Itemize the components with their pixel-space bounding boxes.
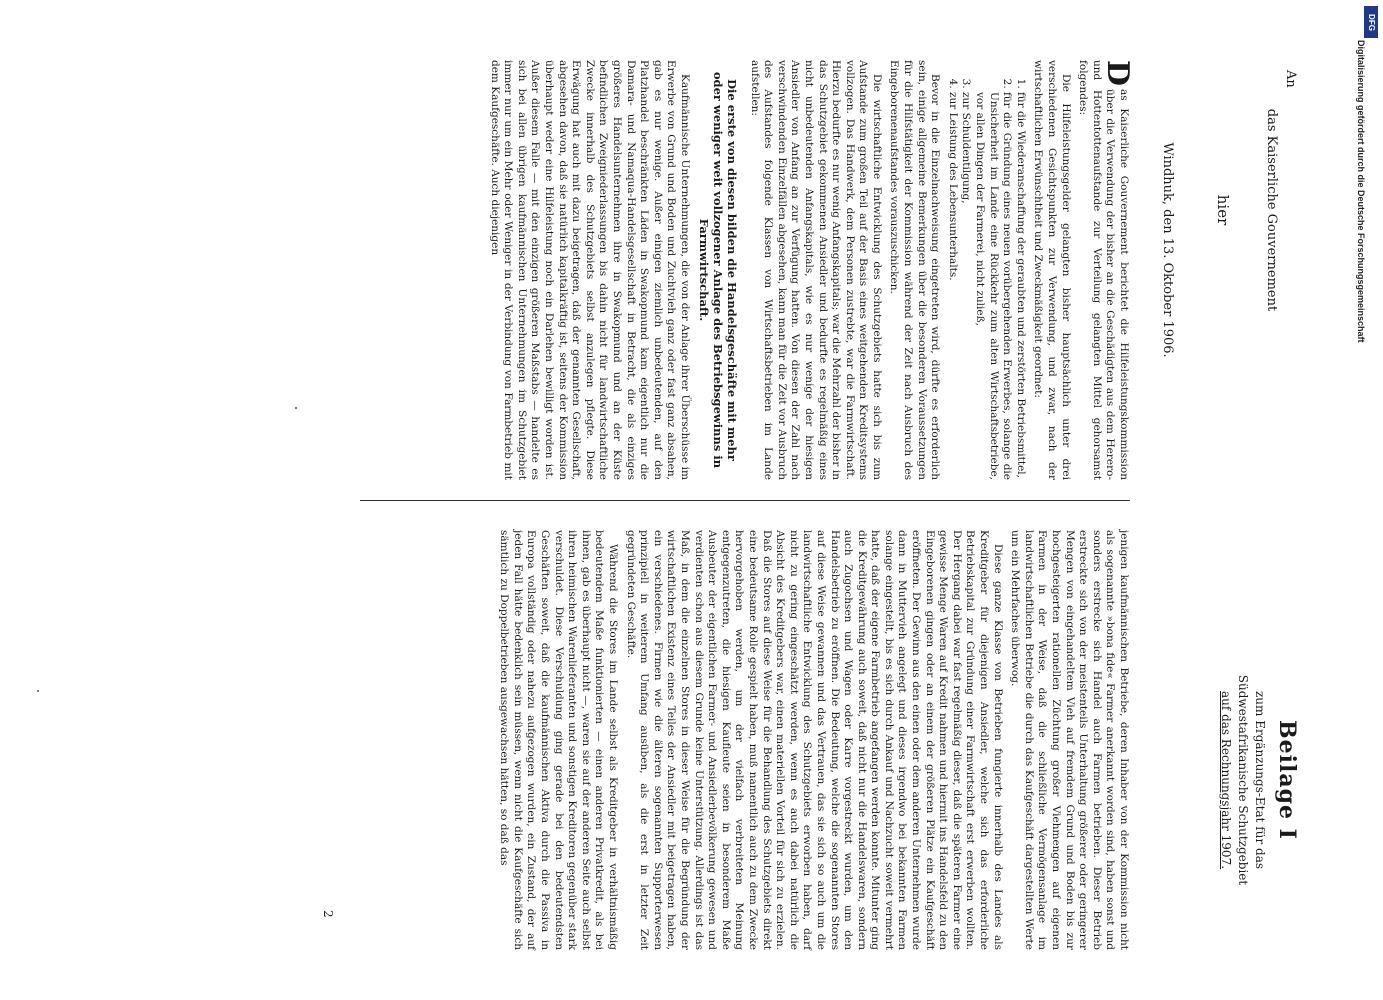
initial-letter: D [1100, 60, 1135, 87]
address-recipient: das Kaiserliche Gouvernement [1264, 108, 1279, 312]
subtitle-line-1: zum Ergänzungs-Etat für das [1253, 690, 1267, 870]
right-column [493, 530, 1130, 950]
subtitle-line-2: Südwestafrikanische Schutzgebiet [1236, 674, 1250, 886]
paragraph: Diese ganze Klasse von Betrieben fungierte innerhalb des Landes als Kreditgeber für diejenigen Ansiedler, welche sich das erforderliche Betriebskapital zur Gründung einer Farmwirtschaft erst erwerben wollten. Der Hergang dabei war fast regelmäßig dieser, daß die späteren Farmer eine gewisse Menge Waren auf Kredit nahmen und hiermit ins Handelsfeld zu den Eingeborenen gingen oder an einem der größeren Plätze ein Kaufgeschäft eröffneten. Der Gewinn aus den einen oder dem anderen Unternehmen wurde dann in Muttervieh angelegt und dieses irgendwo bei bekannten Farmen solange eingestellt, bis es sich durch Ankauf und Nachzucht soweit vermehrt hatte, daß der eigene Farmbetrieb angefangen werden konnte. Mitunter ging die Kreditgewährung auch soweit, daß nicht nur die Handelswaren, sondern auch Zugochsen und Wagen oder Karre vorgestreckt wurden, um den Handelsbetrieb zu eröffnen. Die Bedeutung, welche die sogenannten Stores auf diese Weise gewannen und das Vertrauen, das sie sich so auch um die landwirtschaftliche Entwicklung des Schutzgebiets erworben haben, darf nicht zu gering eingeschätzt werden, wenn es auch dabei natürlich die Absicht des Kreditgebers war, einen materiellen Vorteil für sich zu erzielen. Daß die Stores auf diese Weise für die Behandlung des Schutzgebiets direkt eine bedeutsame Rolle gespielt haben, muß namentlich auch zu dem Zwecke hervorgehoben werden, um der vielfach verbreiteten Meinung entgegenzutreten, die hiesigen Kaufleute seien in besonderem Maße Ausbeuter der eigentlichen Farmer- und Ansiedlerbevölkerung gewesen und verdienten schon aus diesem Grunde keine Unterstützung. Allerdings ist das Maß, in dem die einzelnen Stores in dieser Weise für die Begründung der wirtschaftlichen Existenz eines Teiles der Ansiedler mit beigetragen haben, ein verschiedenes. Firmen wie die älteren sogenannten Supporterwesen prinzipiell in weiterem Umfang ausüben, als die erst in letzter Zeit gegründeten Geschäfte. [624, 530, 1004, 950]
dfg-logo [1364, 6, 1378, 38]
heading-block [1217, 620, 1300, 940]
list-item: 4. zur Leistung des Lebensunterhalts. [945, 92, 959, 480]
address-an: An [1283, 70, 1298, 88]
digitization-credit [1356, 40, 1373, 343]
address-hier: hier [1214, 194, 1232, 226]
paragraph: Kaufmännische Unternehmungen, die von der Anlage ihrer Überschüsse im Erwerbe von Grund und Boden und Zuchtvieh ganz oder fast ganz absahen, gab es nur wenige. Außer einigen ziemlich unbedeutenden, auf den Platzhandel beschränkten Läden in Swakopmund kam eigentlich nur die Damara- und Namaqua-Handelsgesellschaft in Betracht, die als einziges größeres Handelsunternehmen ihre in Swakopmund und an der Küste befindlichen Zweigniederlassungen bis dahin nicht für landwirtschaftliche Zwecke innerhalb des Schutzgebiets selbst anzulegen pflegte. Diese Erwägung hat auch mit dazu beigetragen, daß der genannten Gesellschaft, abgesehen davon, daß sie natürlich kapitalkräftig ist, seitens der Kommission überhaupt weder eine Hilfeleistung noch ein Darlehen bewilligt worden ist. Außer diesem Falle — mit den einzigen größeren Maßstabs — handelte es sich bei allen übrigen kaufmännischen Unternehmungen im Schutzgebiet immer nur um ein Mehr oder Weniger in der Verbindung von Farmbetrieb mit dem Kaufgeschäfte. Auch diejenigen [488, 60, 691, 480]
list-item: 1. für die Wiederanschaffung der geraubten und zerstörten Betriebsmittel, [1013, 92, 1027, 480]
section-heading: Die erste von diesen bilden die Handelsgeschäfte mit mehr oder weniger weit vollzogener Anlage des Betriebsgewinns in Farmwirtschaft. [696, 71, 739, 469]
paragraph: Die wirtschaftliche Entwicklung des Schutzgebiets hatte sich bis zum Aufstande zum großen Teil auf der Basis eines weitgehenden Kreditsystems vollzogen. Das Handwerk, dem Personen zustrebte, war die Farmwirtschaft. Hierzu bedurfte es nur wenig Anfangskapitals; war die Mehrzahl der bisher in das Schutzgebiet gekommenen Ansiedler und bedurfte es regelmäßig eines nicht unbedeutenden Anfangskapitals, wie es nur wenige der hiesigen Ansiedler von Anfang an zur Verfügung hatten. Von diesen der Zahl nach verschwindenden Einzelfällen abgesehen, kann man für die Zeit vor Ausbruch des Aufstandes folgende Klassen von Wirtschaftsbetrieben im Lande aufstellen: [748, 60, 883, 480]
paragraph-text: as Kaiserliche Gouvernement berichtet die Hilfeleistungskommission über die Verwendung der bisher an die Geschädigten aus dem Herero- und Hottentottenaufstande zur Verteilung gelangten Mittel gehorsamst folgendes: [1077, 60, 1130, 480]
list-item: 2. für die Gründung eines neuen vorübergehenden Erwerbes, solange die Unsicherheit im Lande eine Rückkehr zum alten Wirtschaftsbetriebe, vor allen Dingen der Farmerei, nicht zuließ, [972, 92, 1013, 480]
numbered-list [945, 60, 1027, 480]
dateline: Windhuk, den 13. Oktober 1906. [1160, 142, 1175, 358]
page-number: 2 [321, 910, 335, 918]
left-column [483, 60, 1135, 480]
paragraph [1076, 60, 1135, 480]
document-subtitle [1217, 620, 1268, 940]
scan-speck [37, 690, 39, 692]
column-divider [360, 500, 1130, 501]
paragraph: Während die Stores im Lande selbst als Kreditgeber in verhältnismäßig bedeutendem Maße funktionierten — einen anderen Privatkredit, als bei ihnen, gab es überhaupt nicht —, waren sie auf der anderen Seite auch selbst ihren heimischen Warenlieferanten und sonstigen Kreditoren gegenüber stark verschuldet. Diese Verschuldung ging gerade bei den bedeutendsten Geschäften soweit, daß die kaufmännischen Aktiva durch die Passiva in Europa vollständig oder nahezu aufgezogen wurden, ein Zustand, der auf jeden Fall hätte bedenklich sein müssen, wenn nicht die Kaufgeschäfte sich sämtlich zu Doppelbetrieben ausgewachsen hätten, so daß das [498, 530, 620, 950]
paragraph: Bevor in die Einzelnachweisung eingetreten wird, dürfte es erforderlich sein, einige allgemeine Bemerkungen über die besonderen Voraussetzungen für die Hilfstätigkeit der Kommission während der Zeit nach Ausbruch des Eingeborenenaufstandes vorauszuschicken. [888, 60, 942, 480]
address-block [1213, 60, 1300, 360]
credit-text: Digitalisierung gefördert durch die Deutsche Forschungsgemeinschaft [1356, 40, 1366, 343]
dfg-logo-text: DFG [1366, 13, 1376, 31]
paragraph: jenigen kaufmännischen Betriebe, deren Inhaber von der Kommission nicht als sogenannte »bona fide« Farmer anerkannt worden sind, haben sonst und sonders erstrecke sich Handel auch Farmen betrieben. Dieser Betrieb erstreckte sich von der meistenteils Unterhaltung größerer oder geringerer Mengen von eingehandeltem Vieh auf fremdem Grund und Boden bis zur hochgesteigerten rationellen Züchtung großer Viehmengen auf eigenen Farmen in der Weise, daß die schließliche Vermögensanlage im landwirtschaftlichen Betriebe die durch das Kaufgeschäft dargestellten Werte um ein Mehrfaches überwog. [1009, 530, 1130, 950]
paragraph: Die Hilfeleistungsgelder gelangten bisher hauptsächlich unter drei verschiedenen Gesichtspunkten zur Verwendung, und zwar, nach der wirtschaftlichen Erwünschtheit und Zweckmäßigkeit geordnet: [1032, 60, 1072, 480]
subtitle-line-3: auf das Rechnungsjahr 1907. [1219, 690, 1233, 870]
scan-speck [295, 407, 297, 409]
list-item: 3. zur Schuldentilgung, [959, 92, 973, 480]
rotated-document [300, 0, 1360, 1000]
document-title: Beilage I [1274, 720, 1300, 840]
